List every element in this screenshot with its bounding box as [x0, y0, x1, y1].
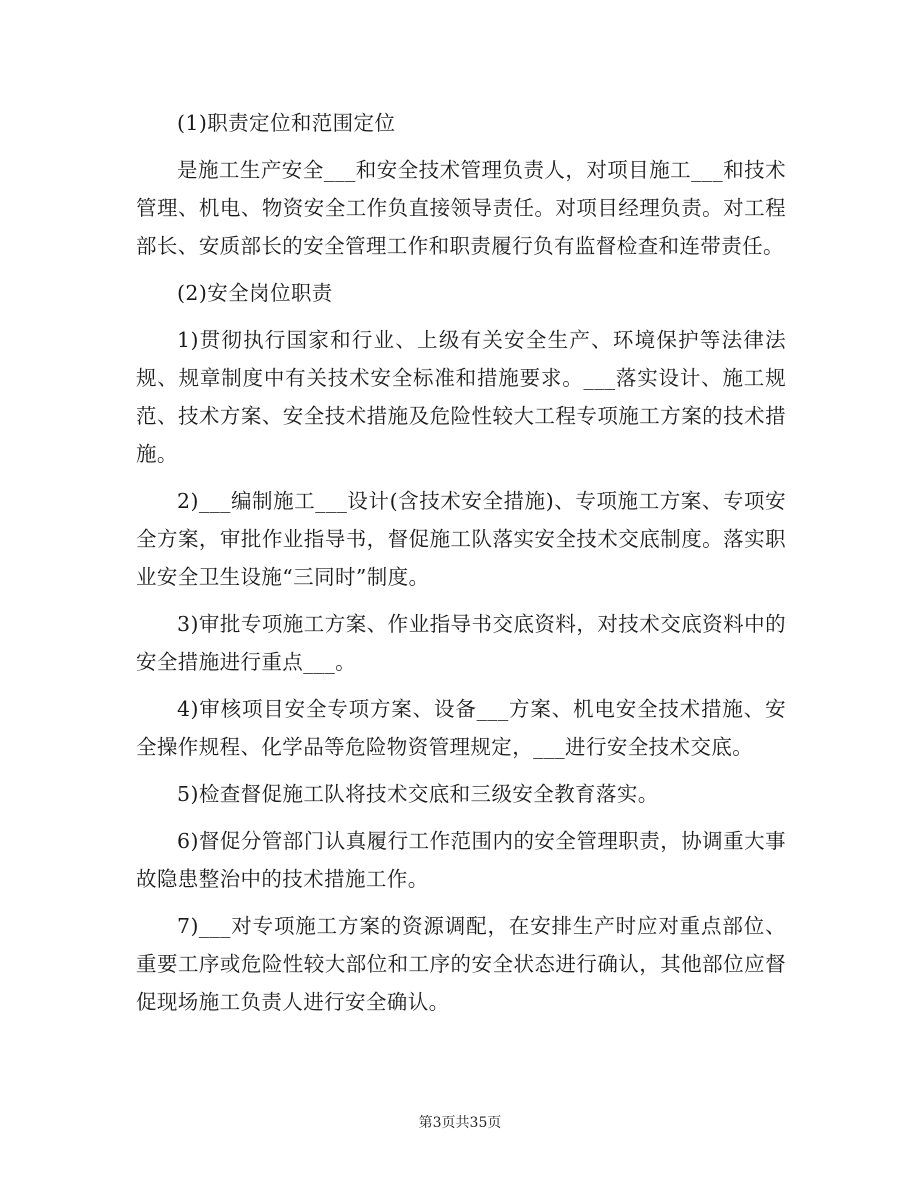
list-item: 4)审核项目安全专项方案、设备___方案、机电安全技术措施、安全操作规程、化学品等危险物资管理规定，___进行安全技术交底。 — [136, 697, 786, 759]
list-item: 2)___编制施工___设计(含技术安全措施)、专项施工方案、专项安全方案，审批作业指导书，督促施工队落实安全技术交底制度。落实职业安全卫生设施“三同时”制度。 — [136, 489, 786, 589]
paragraph: 是施工生产安全___和安全技术管理负责人，对项目施工___和技术管理、机电、物资安全工作负直接领导责任。对项目经理负责。对工程部长、安质部长的安全管理工作和职责履行负有监督检查和连带责任。 — [136, 158, 786, 258]
list-item: 6)督促分管部门认真履行工作范围内的安全管理职责，协调重大事故隐患整治中的技术措施工作。 — [136, 829, 786, 891]
list-item: 5)检查督促施工队将技术交底和三级安全教育落实。 — [177, 782, 659, 806]
page-number: 第3页共35页 — [418, 1115, 502, 1131]
list-item: 3)审批专项施工方案、作业指导书交底资料，对技术交底资料中的安全措施进行重点___。 — [136, 612, 786, 674]
list-item: 1)贯彻执行国家和行业、上级有关安全生产、环境保护等法律法规、规章制度中有关技术安全标准和措施要求。___落实设计、施工规范、技术方案、安全技术措施及危险性较大工程专项施工方案的技术措施。 — [136, 328, 786, 466]
section-heading-2: (2)安全岗位职责 — [177, 281, 333, 305]
section-heading-1: (1)职责定位和范围定位 — [177, 111, 396, 135]
document-body — [136, 104, 786, 1030]
list-item: 7)___对专项施工方案的资源调配，在安排生产时应对重点部位、重要工序或危险性较大部位和工序的安全状态进行确认，其他部位应督促现场施工负责人进行安全确认。 — [136, 914, 786, 1014]
